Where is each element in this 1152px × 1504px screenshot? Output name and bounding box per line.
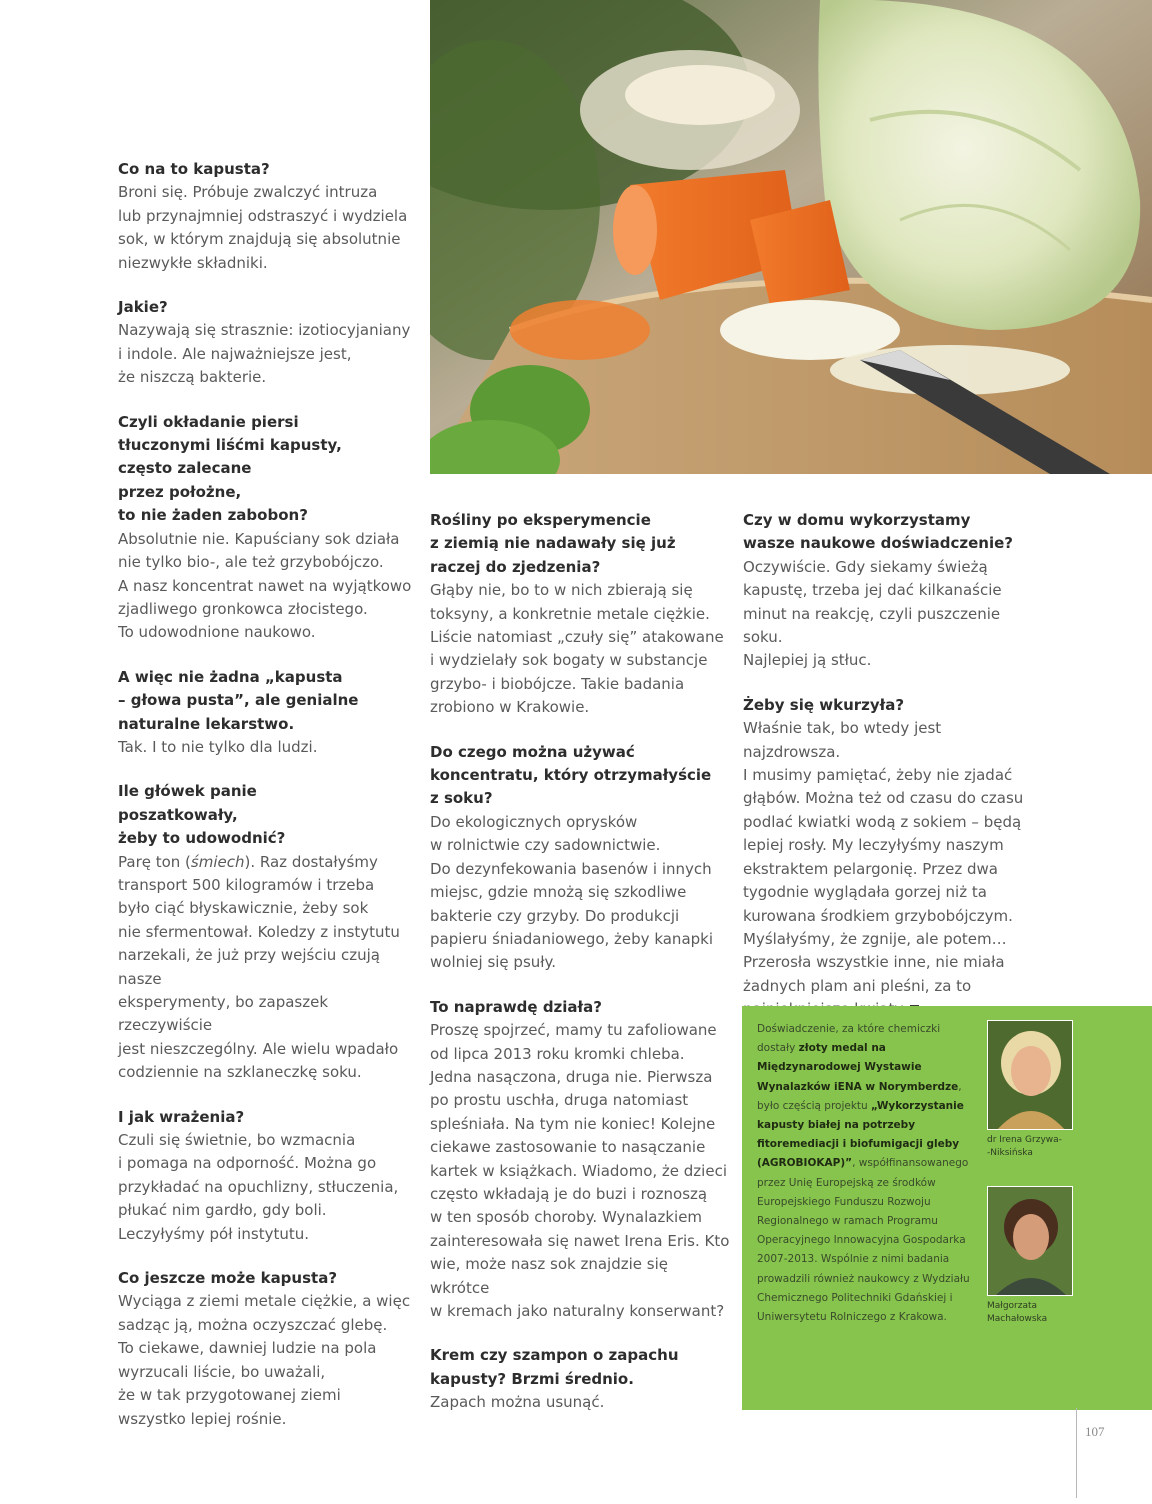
article-column-2 xyxy=(430,509,730,1415)
page-number-divider xyxy=(1076,1408,1077,1498)
answer: Wyciąga z ziemi metale ciężkie, a więc sadząc ją, można oczyszczać glebę. To ciekawe, dawniej ludzie na pola wyrzucali liście, bo uważali, że w tak przygotowanej ziemi wszystko lepiej rośnie. xyxy=(118,1292,411,1428)
question: Rośliny po eksperymencie z ziemią nie nadawały się już raczej do zjedzenia? xyxy=(430,511,676,576)
info-box-text xyxy=(757,1020,972,1327)
answer xyxy=(743,717,1043,1021)
answer: Absolutnie nie. Kapuściany sok działa nie tylko bio-, ale też grzybobójczo. A nasz koncentrat nawet na wyjątkowo zjadliwego gronkowca złocistego. To udowodnione naukowo. xyxy=(118,529,412,642)
question: Czyli okładanie piersi tłuczonymi liśćmi kapusty, często zalecane przez położne, to nie żaden zabobon? xyxy=(118,412,342,525)
portrait-1 xyxy=(987,1020,1073,1159)
answer xyxy=(118,851,418,1085)
answer-text: Parę ton ( xyxy=(118,852,191,871)
answer-text: Właśnie tak, bo wtedy jest najzdrowsza. I musimy pamiętać, żeby nie zjadać głąbów. Można też od czasu do czasu podlać kwiatki wodą z sokiem – będą lepiej rosły. My leczyłyśmy naszym ekstraktem pelargonię. Przez dwa tygodnie wyglądała gorzej niż ta kurowana środkiem grzybobójczym. Myślałyśmy, że zgnije, ale potem… Przerosła wszystkie inne, nie miała żadnych plam ani pleśni, za to xyxy=(743,719,1024,995)
portrait-2 xyxy=(987,1186,1073,1325)
question: Czy w domu wykorzystamy wasze naukowe doświadczenie? xyxy=(743,511,1013,553)
info-text: , współfinansowanego przez Unię Europejską ze środków Europejskiego Funduszu Rozwoju Regionalnego w ramach Programu Operacyjnego Innowacyjna Gospodarka 2007-2013. Wspólnie z nimi badania prowadzili również naukowcy z Wydziału Chemicznego Politechniki Gdańskiej i Uniwersytetu Rolniczego z Krakowa. xyxy=(757,1157,970,1324)
portrait-photo-2 xyxy=(987,1186,1073,1296)
woman-portrait-icon xyxy=(988,1187,1073,1296)
answer-text: ). Raz dostałyśmy transport 500 kilogramów i trzeba było ciąć błyskawicznie, żeby sok nie sfermentował. Koledzy z instytutu narzekali, że już przy wejściu czują nasze eksperymenty, bo zapaszek rzeczywiście jest nieszczególny. Ale wielu wpadało codziennie na szklaneczkę soku. xyxy=(118,852,400,1082)
question: To naprawdę działa? xyxy=(430,997,602,1016)
question: Krem czy szampon o zapachu kapusty? Brzmi średnio. xyxy=(430,1346,679,1388)
cabbage-photo-illustration xyxy=(430,0,1152,474)
question: Żeby się wkurzyła? xyxy=(743,695,905,714)
answer: Tak. I to nie tylko dla ludzi. xyxy=(118,737,318,756)
info-text: , było częścią projektu xyxy=(757,1080,962,1112)
question: Co jeszcze może kapusta? xyxy=(118,1269,338,1288)
answer-italic: śmiech xyxy=(190,852,245,871)
question: I jak wrażenia? xyxy=(118,1107,245,1126)
woman-portrait-icon xyxy=(988,1021,1073,1130)
article-column-3 xyxy=(743,509,1043,1022)
portrait-caption-2: Małgorzata Machałowska xyxy=(987,1301,1048,1324)
question: A więc nie żadna „kapusta – głowa pusta”, ale genialne naturalne lekarstwo. xyxy=(118,667,359,733)
answer: Oczywiście. Gdy siekamy świeżą kapustę, trzeba jej dać kilkanaście minut na reakcję, czyli puszczenie soku. Najlepiej ją stłuc. xyxy=(743,557,1002,670)
question: Jakie? xyxy=(118,298,168,317)
portrait-caption-1: dr Irena Grzywa- -Niksińska xyxy=(987,1135,1062,1158)
page-number: 107 xyxy=(1085,1424,1105,1439)
answer: Nazywają się strasznie: izotiocyjaniany i indole. Ale najważniejsze jest, że niszczą bakterie. xyxy=(118,321,411,387)
answer: Głąby nie, bo to w nich zbierają się toksyny, a konkretnie metale ciężkie. Liście natomiast „czuły się” atakowane i wydzielały sok bogaty w substancje grzybo- i biobójcze. Takie badania zrobiono w Krakowie. xyxy=(430,581,724,717)
answer: Proszę spojrzeć, mamy tu zafoliowane od lipca 2013 roku kromki chleba. Jedna nasączona, druga nie. Pierwsza po prostu uschła, druga natomiast spleśniała. Na tym nie koniec! Kolejne ciekawe zastosowanie to nasączanie kartek w książkach. Wiadomo, że dzieci często wkładają je do buzi i roznoszą w ten sposób choroby. Wynalazkiem zainteresowała się nawet Irena Eris. Kto wie, może nasz sok znajdzie się wkrótce w kremach jako naturalny konserwant? xyxy=(430,1021,730,1320)
answer: Czuli się świetnie, bo wzmacnia i pomaga na odporność. Można go przykładać na opuchlizny, stłuczenia, płukać nim gardło, gdy boli. Leczyłyśmy pół instytutu. xyxy=(118,1131,399,1243)
portrait-photo-1 xyxy=(987,1020,1073,1130)
info-highlight: „Wykorzystanie kapusty białej na potrzeby fitoremediacji i biofumigacji gleby (AGROBIOKAP)” xyxy=(757,1099,964,1170)
answer: Broni się. Próbuje zwalczyć intruza lub przynajmniej odstraszyć i wydziela sok, w którym znajdują się absolutnie niezwykłe składniki. xyxy=(118,183,408,272)
question: Ile główek panie poszatkowały, żeby to udowodnić? xyxy=(118,782,286,848)
question: Co na to kapusta? xyxy=(118,160,270,178)
article-column-1 xyxy=(118,158,418,1431)
question: Do czego można używać koncentratu, który otrzymałyście z soku? xyxy=(430,742,712,808)
info-text: Doświadczenie, za które chemiczki dostały xyxy=(757,1023,941,1055)
answer: Do ekologicznych oprysków w rolnictwie czy sadownictwie. Do dezynfekowania basenów i innych miejsc, gdzie mnożą się szkodliwe bakterie czy grzyby. Do produkcji papieru śniadaniowego, żeby kanapki wolniej się psuły. xyxy=(430,812,714,972)
answer: Zapach można usunąć. xyxy=(430,1393,605,1412)
info-highlight: złoty medal na Międzynarodowej Wystawie Wynalazków iENA w Norymberdze xyxy=(757,1042,959,1093)
hero-photo xyxy=(430,0,1152,474)
info-box xyxy=(742,1006,1152,1410)
